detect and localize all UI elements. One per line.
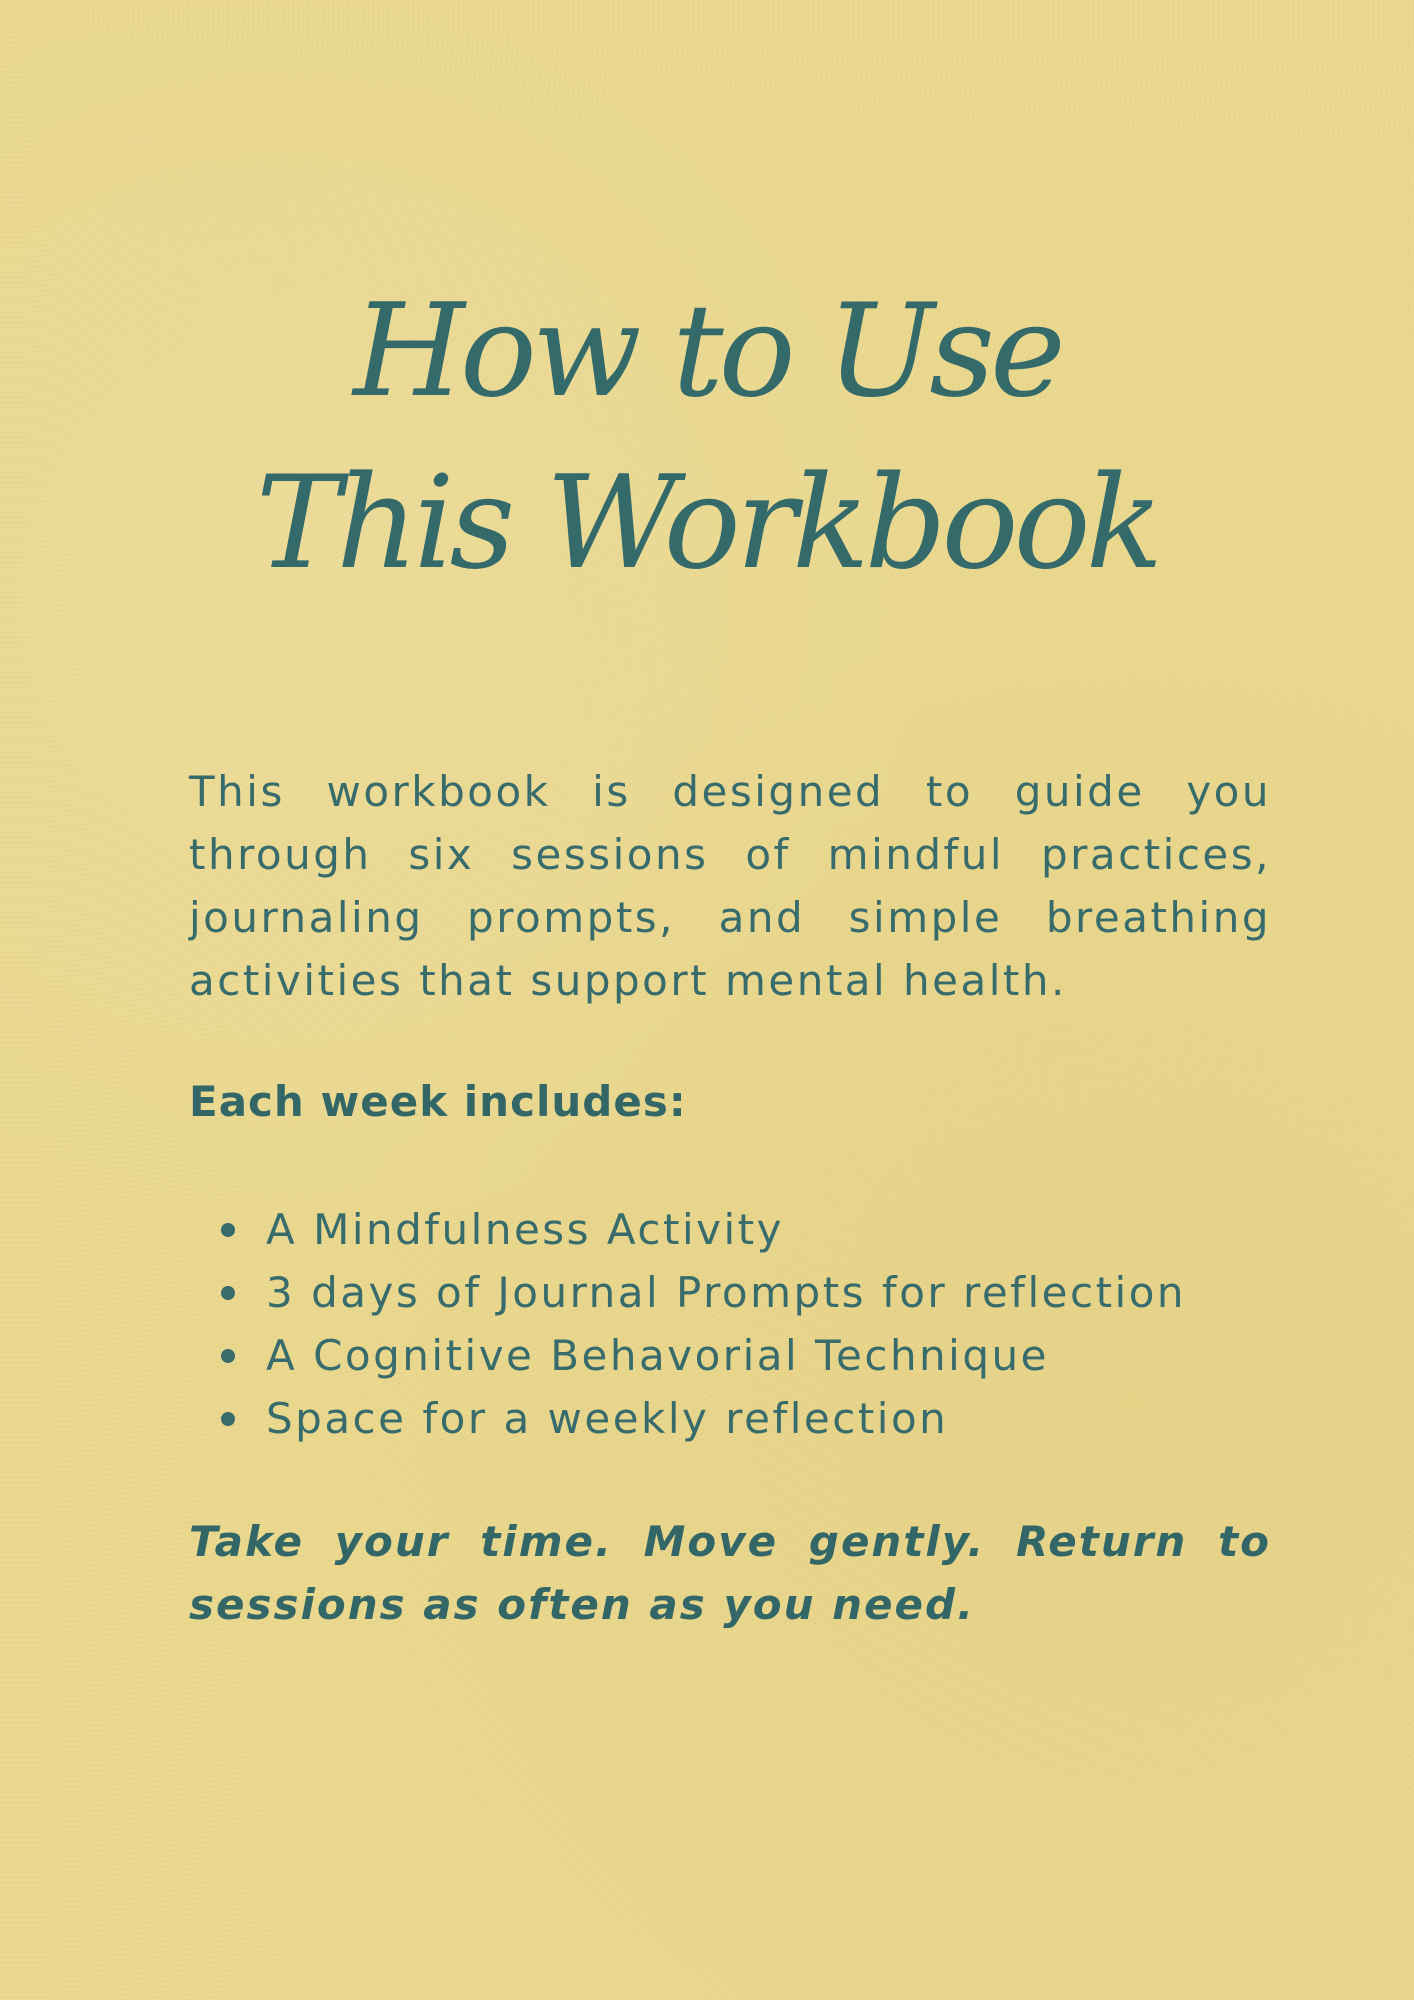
- bullet-icon: [221, 1286, 235, 1300]
- closing-paragraph: Take your time. Move gently. Return to sessions as often as you need.: [189, 1517, 1271, 1629]
- page-title-line-2: This Workbook: [255, 449, 1159, 598]
- list-item-text: 3 days of Journal Prompts for reflection: [266, 1268, 1187, 1317]
- list-item: [189, 1387, 1271, 1450]
- list-item: [189, 1324, 1271, 1387]
- bullet-icon: [221, 1412, 235, 1426]
- list-item-text: A Cognitive Behavorial Technique: [266, 1331, 1049, 1380]
- includes-heading: Each week includes:: [189, 1077, 687, 1126]
- page-title-line-1: How to Use: [353, 277, 1061, 426]
- list-item-text: A Mindfulness Activity: [266, 1205, 784, 1254]
- intro-paragraph: This workbook is designed to guide you through six sessions of mindful practices, journaling prompts, and simple breathing activities that support mental health.: [189, 767, 1271, 1005]
- list-item: [189, 1261, 1271, 1324]
- bullet-icon: [221, 1223, 235, 1237]
- bullet-icon: [221, 1349, 235, 1363]
- list-item: [189, 1198, 1271, 1261]
- list-item-text: Space for a weekly reflection: [266, 1394, 949, 1443]
- includes-list: [189, 1198, 1271, 1450]
